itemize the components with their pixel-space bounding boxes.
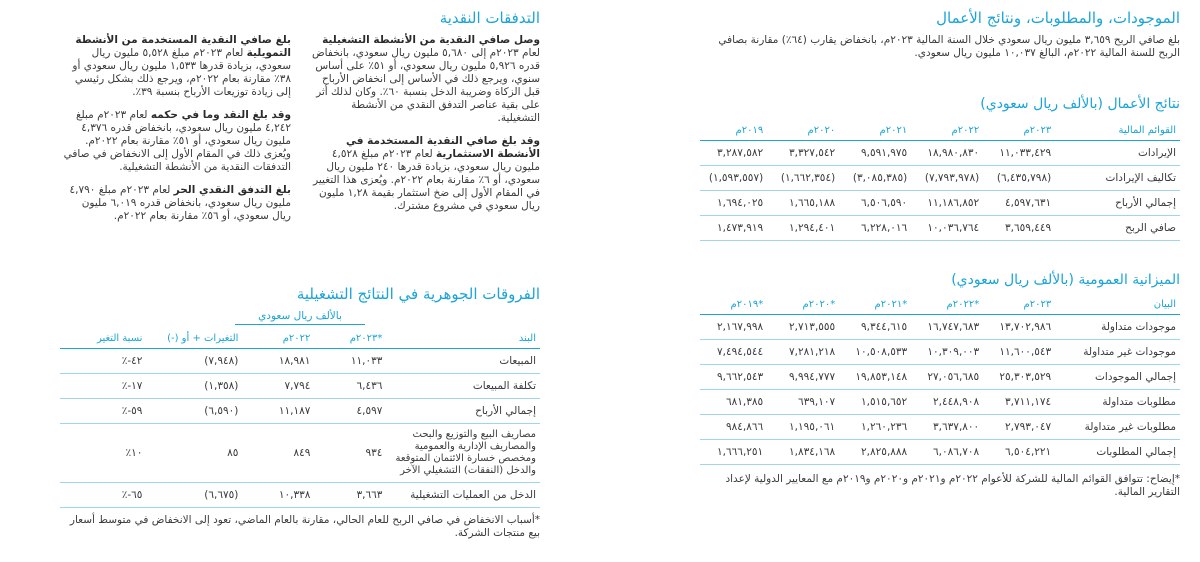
table-row (700, 191, 1180, 216)
column-header: القوائم المالية (1055, 122, 1180, 141)
table-cell: ٣,٧١١,١٧٤ (983, 390, 1055, 415)
variance-title: الفروقات الجوهرية في النتائج التشغيلية (296, 285, 540, 303)
table-cell: ٦,٤٣٦ (314, 374, 386, 399)
table-cell: ١,٦٦٦,٢٥١ (700, 440, 767, 465)
table-cell: ٦,٢٢٨,٠١٦ (839, 216, 911, 241)
table-cell: ٩٣٤ (314, 424, 386, 483)
table-cell: ٩٨٤,٨٦٦ (700, 415, 767, 440)
table-cell: ٤,٥٩٧ (314, 399, 386, 424)
column-header: ٢٠٢٣م (983, 296, 1055, 315)
table-cell: ٣,٦٥٩,٤٤٩ (983, 216, 1055, 241)
table-cell: ٣,٦٦٣ (314, 483, 386, 508)
table-cell: ٢,٧١٣,٥٥٥ (767, 315, 839, 340)
table-cell: ١,٢٩٤,٤٠١ (767, 216, 839, 241)
cashflow-column-left (60, 34, 291, 233)
row-label: تكاليف الإيرادات (1055, 166, 1180, 191)
column-header: التغيرات + أو (-) (146, 330, 242, 349)
cashflow-paragraph-text: لعام ٢٠٢٣م مبلغ ٤,٢٤٢ مليون ريال سعودي، بانخفاض قدره ٤,٣٧٦ مليون ريال سعودي، أو ٥١٪ مقارنة بعام ٢٠٢٢م. ويُعزى ذلك في المقام الأول إلى الانخفاض في صافي التدفقات النقدية من الأنشطة التشغيلية. (63, 109, 291, 173)
table-row (60, 374, 540, 399)
row-label: إجمالي الأرباح (1055, 191, 1180, 216)
balance-table (700, 296, 1180, 465)
table-row (700, 315, 1180, 340)
cashflow-paragraph-lead: وقد بلغ صافي النقدية المستخدمة في الأنشطة الاستثمارية (345, 135, 540, 160)
table-cell: ٦,٥٠٤,٢٢١ (983, 440, 1055, 465)
table-cell: ٩,٦٦٢,٥٤٣ (700, 365, 767, 390)
table-cell: ١,٦٩٤,٠٢٥ (700, 191, 767, 216)
column-header: *٢٠٢٢م (911, 296, 983, 315)
variance-group-header: بالألف ريال سعودي (235, 310, 365, 325)
table-cell: (٧,٩٤٨) (146, 349, 242, 374)
cashflow-paragraph-text: لعام ٢٠٢٣م مبلغ ٥,٥٢٨ مليون ريال سعودي، بزيادة قدرها ١,٥٣٣ مليون ريال سعودي أو ٣٨٪ مقارنة بعام ٢٠٢٢م، ويرجع ذلك بشكل رئيسي إلى زيادة توزيعات الأرباح بنسبة ٣٩٪. (72, 47, 291, 98)
cashflow-paragraph-text: لعام ٢٠٢٣م مبلغ ٤,٥٢٨ مليون ريال سعودي، بزيادة قدرها ٢٤٠ مليون ريال سعودي، أو ٦٪ مقارنة بعام ٢٠٢٢م. ويُعزى هذا التغيير في المقام الأول إلى ضخ استثمار بقيمة ١,٢٨ مليون ريال سعودي في مشروع مشترك. (313, 148, 540, 212)
row-label: إجمالي الموجودات (1055, 365, 1180, 390)
row-label: الإيرادات (1055, 141, 1180, 166)
table-row (700, 141, 1180, 166)
table-cell: ١٨,٩٨١ (242, 349, 314, 374)
table-cell: ٦,٠٨٦,٧٠٨ (911, 440, 983, 465)
table-cell: ٢٧,٠٥٦,٦٨٥ (911, 365, 983, 390)
cashflow-paragraph (309, 34, 540, 125)
row-label: المبيعات (386, 349, 540, 374)
balance-table-title: الميزانية العمومية (بالألف ريال سعودي) (951, 272, 1180, 288)
row-label: مصاريف البيع والتوزيع والبحث والمصاريف الإدارية والعمومية ومخصص خسارة الائتمان المتوقعة والدخل (النفقات) التشغيلي الآخر (386, 424, 540, 483)
table-row (700, 365, 1180, 390)
table-row (60, 424, 540, 483)
column-header: *٢٠٢١م (839, 296, 911, 315)
cashflow-paragraph (309, 135, 540, 213)
table-cell: (١,٦٦٢,٣٥٤) (767, 166, 839, 191)
table-cell: ١٠,٣٠٩,٠٠٣ (911, 340, 983, 365)
assets-section-title: الموجودات، والمطلوبات، ونتائج الأعمال (936, 9, 1180, 27)
table-cell: ٤,٥٩٧,٦٣١ (983, 191, 1055, 216)
cashflow-title: التدفقات النقدية (439, 9, 540, 27)
column-header: ٢٠٢١م (839, 122, 911, 141)
table-cell: ٢,١٦٧,٩٩٨ (700, 315, 767, 340)
table-cell: ١١,٦٠٠,٥٤٣ (983, 340, 1055, 365)
table-cell: ١١,٠٣٣ (314, 349, 386, 374)
table-cell: ٩,٩٩٤,٧٧٧ (767, 365, 839, 390)
cashflow-column-right (309, 34, 540, 233)
row-label: صافي الربح (1055, 216, 1180, 241)
table-cell: ١٠٪ (60, 424, 146, 483)
table-row (700, 340, 1180, 365)
cashflow-paragraph-lead: وصل صافي النقدية من الأنشطة التشغيلية (322, 34, 540, 46)
table-cell: ٦٨١,٣٨٥ (700, 390, 767, 415)
column-header: البيان (1055, 296, 1180, 315)
table-cell: ٢,٧٩٣,٠٤٧ (983, 415, 1055, 440)
column-header: *٢٠٢٠م (767, 296, 839, 315)
row-label: موجودات متداولة (1055, 315, 1180, 340)
column-header: *٢٠١٩م (700, 296, 767, 315)
variance-table (60, 330, 540, 508)
row-label: تكلفة المبيعات (386, 374, 540, 399)
table-row (700, 390, 1180, 415)
table-cell: ٩,٥٩١,٩٧٥ (839, 141, 911, 166)
cashflow-paragraph-lead: بلغ صافي النقدية المستخدمة من الأنشطة التمويلية (75, 34, 291, 59)
column-header: *٢٠٢٣م (314, 330, 386, 349)
table-cell: ١,٥١٥,٦٥٢ (839, 390, 911, 415)
table-row (60, 399, 540, 424)
table-cell: ١٠,٠٣٦,٧٦٤ (911, 216, 983, 241)
table-cell: ٨٥ (146, 424, 242, 483)
column-header: ٢٠١٩م (700, 122, 767, 141)
table-row (700, 166, 1180, 191)
cashflow-paragraph-lead: وقد بلغ النقد وما في حكمه (150, 109, 291, 121)
table-cell: ٣,٣٢٧,٥٤٢ (767, 141, 839, 166)
table-cell: ١٩,٨٥٣,١٤٨ (839, 365, 911, 390)
table-cell: ٧,٢٨١,٢١٨ (767, 340, 839, 365)
assets-intro-text: بلغ صافي الربح ٣,٦٥٩ مليون ريال سعودي خلال السنة المالية ٢٠٢٣م، بانخفاض يقارب (٦٤٪) مقارنة بصافي الربح للسنة المالية ٢٠٢٢م، البالغ ١٠,٠٣٧ مليون ريال سعودي. (718, 34, 1180, 59)
balance-section (700, 270, 1180, 499)
table-cell: ٦٥-٪ (60, 483, 146, 508)
table-row (700, 440, 1180, 465)
table-cell: (٦,٥٩٠) (146, 399, 242, 424)
table-cell: (٦,٦٧٥) (146, 483, 242, 508)
balance-note: *إيضاح: تتوافق القوائم المالية للشركة للأعوام ٢٠٢٢م و٢٠٢١م و٢٠٢٠م و٢٠١٩م مع المعايير الدولية لإعداد التقارير المالية. (725, 473, 1180, 498)
row-label: إجمالي الأرباح (386, 399, 540, 424)
table-cell: ٥٩-٪ (60, 399, 146, 424)
table-cell: ١٨,٩٨٠,٨٣٠ (911, 141, 983, 166)
cashflow-section (60, 8, 540, 233)
cashflow-paragraph-lead: بلغ التدفق النقدي الحر (173, 184, 291, 196)
table-cell: ١١,١٨٧ (242, 399, 314, 424)
table-cell: ٧,٧٩٤ (242, 374, 314, 399)
table-cell: ١١,٠٣٣,٤٢٩ (983, 141, 1055, 166)
results-table (700, 122, 1180, 241)
table-cell: ١١,١٨٦,٨٥٢ (911, 191, 983, 216)
table-cell: ١,٤٧٣,٩١٩ (700, 216, 767, 241)
table-cell: ٦٣٩,١٠٧ (767, 390, 839, 415)
table-cell: ٣,٢٨٧,٥٨٢ (700, 141, 767, 166)
table-cell: ٣,٦٣٧,٨٠٠ (911, 415, 983, 440)
cashflow-paragraph (60, 34, 291, 99)
table-cell: ٢٥,٣٠٣,٥٢٩ (983, 365, 1055, 390)
table-cell: ١,٢٦٠,٢٣٦ (839, 415, 911, 440)
cashflow-paragraph-text: لعام ٢٠٢٣م مبلغ ٤,٧٩٠ مليون ريال سعودي، بانخفاض قدره ٦,٠١٩ مليون ريال سعودي، أو ٥٦٪ مقارنة بعام ٢٠٢٢م. (69, 184, 291, 222)
table-cell: ١,١٩٥,٠٦١ (767, 415, 839, 440)
column-header: البند (386, 330, 540, 349)
cashflow-paragraph (60, 184, 291, 223)
table-row (700, 216, 1180, 241)
column-header: ٢٠٢٣م (983, 122, 1055, 141)
table-cell: ٦,٥٠٦,٥٩٠ (839, 191, 911, 216)
cashflow-paragraph (60, 109, 291, 174)
table-cell: ٢,٨٢٥,٨٨٨ (839, 440, 911, 465)
column-header: نسبة التغير (60, 330, 146, 349)
table-cell: ١٦,٧٤٧,٦٨٣ (911, 315, 983, 340)
column-header: ٢٠٢٢م (242, 330, 314, 349)
table-cell: (٧,٧٩٣,٩٧٨) (911, 166, 983, 191)
table-row (60, 483, 540, 508)
table-row (60, 349, 540, 374)
cashflow-paragraph-text: لعام ٢٠٢٣م إلى ٥,٦٨٠ مليون ريال سعودي، بانخفاض قدره ٥,٩٢٦ مليون ريال سعودي، أو ٥١٪ على أساس سنوي، ويرجع ذلك في الأساس إلى انخفاض الأرباح قبل الزكاة وضريبة الدخل بنسبة ٦٠٪. وكان لذلك أثر على بقية عناصر التدفق النقدي من الأنشطة التشغيلية. (311, 47, 540, 124)
table-cell: ٩,٣٤٤,٦١٥ (839, 315, 911, 340)
results-table-title: نتائج الأعمال (بالألف ريال سعودي) (980, 96, 1180, 112)
table-cell: (١,٥٩٣,٥٥٧) (700, 166, 767, 191)
column-header: ٢٠٢٢م (911, 122, 983, 141)
row-label: مطلوبات غير متداولة (1055, 415, 1180, 440)
table-cell: ١٣,٧٠٢,٩٨٦ (983, 315, 1055, 340)
table-cell: ١٠,٣٣٨ (242, 483, 314, 508)
variance-note: *أسباب الانخفاض في صافي الربح للعام الحالي، مقارنة بالعام الماضي، تعود إلى الانخفاض في متوسط أسعار بيع منتجات الشركة. (69, 514, 540, 539)
variance-section (60, 284, 540, 540)
table-cell: (٦,٤٣٥,٧٩٨) (983, 166, 1055, 191)
row-label: موجودات غير متداولة (1055, 340, 1180, 365)
results-section (700, 94, 1180, 241)
assets-section (700, 8, 1180, 70)
table-cell: ٢,٤٤٨,٩٠٨ (911, 390, 983, 415)
table-cell: ١,٦٦٥,١٨٨ (767, 191, 839, 216)
table-cell: ٤٢-٪ (60, 349, 146, 374)
table-cell: (١,٣٥٨) (146, 374, 242, 399)
table-cell: ١٠,٥٠٨,٥٣٣ (839, 340, 911, 365)
table-cell: ٨٤٩ (242, 424, 314, 483)
row-label: مطلوبات متداولة (1055, 390, 1180, 415)
table-cell: ١٧-٪ (60, 374, 146, 399)
table-cell: ٧,٤٩٤,٥٤٤ (700, 340, 767, 365)
row-label: الدخل من العمليات التشغيلية (386, 483, 540, 508)
table-cell: (٣,٠٨٥,٣٨٥) (839, 166, 911, 191)
column-header: ٢٠٢٠م (767, 122, 839, 141)
table-row (700, 415, 1180, 440)
row-label: إجمالي المطلوبات (1055, 440, 1180, 465)
table-cell: ١,٨٣٤,١٦٨ (767, 440, 839, 465)
